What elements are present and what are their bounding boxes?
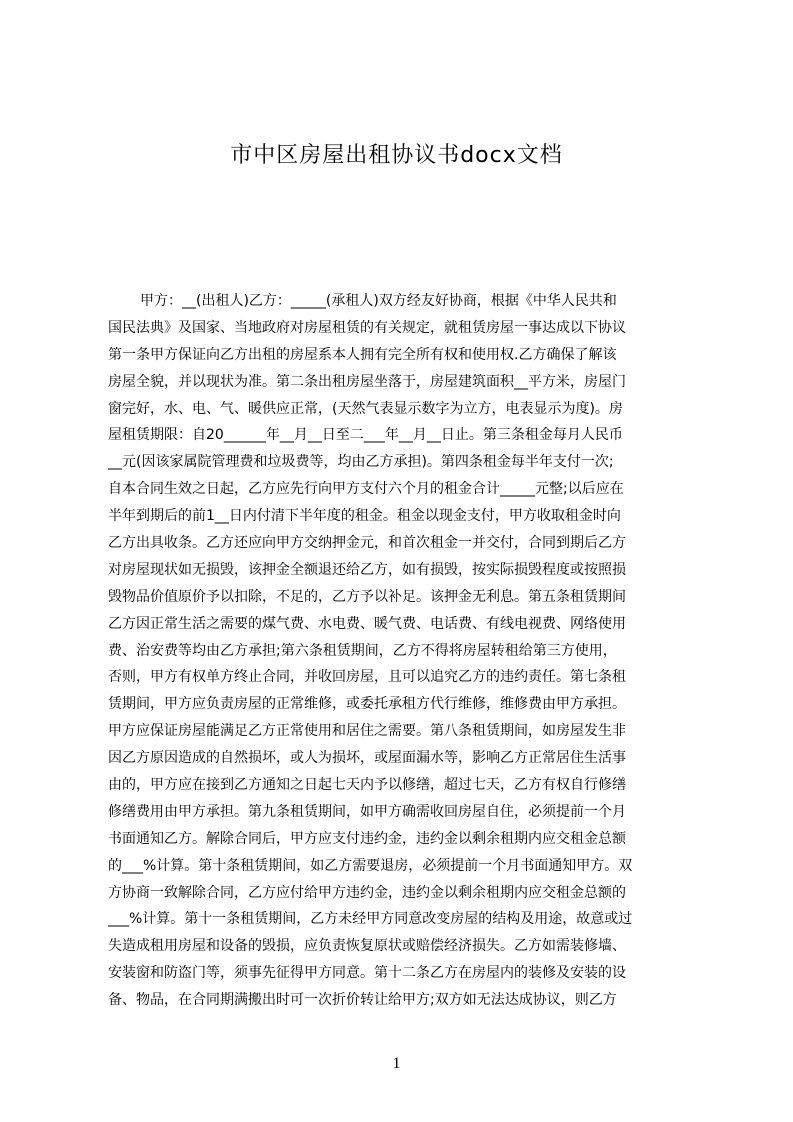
body-text-line: 赁期间，甲方应负责房屋的正常维修，或委托承租方代行维修，维修费由甲方承担。 <box>108 696 626 713</box>
body-text-line: 因乙方原因造成的自然损坏，或人为损坏，或屋面漏水等，影响乙方正常居住生活事 <box>108 750 626 767</box>
body-text-line: 失造成租用房屋和设备的毁损，应负责恢复原状或赔偿经济损失。乙方如需装修墙、 <box>108 938 626 955</box>
body-text-line: 由的，甲方应在接到乙方通知之日起七天内予以修缮，超过七天，乙方有权自行修缮 <box>108 777 626 794</box>
body-text-line: 窗完好，水、电、气、暖供应正常，(天然气表显示数字为立方，电表显示为度)。房 <box>108 400 623 417</box>
body-text-line: 第一条甲方保证向乙方出租的房屋系本人拥有完全所有权和使用权.乙方确保了解该 <box>108 346 617 363</box>
body-text-line: 书面通知乙方。解除合同后，甲方应支付违约金，违约金以剩余租期内应交租金总额 <box>108 830 626 847</box>
body-text-line: 乙方因正常生活之需要的煤气费、水电费、暖气费、电话费、有线电视费、网络使用 <box>108 615 626 632</box>
body-text-line: 费、治安费等均由乙方承担;第六条租赁期间，乙方不得将房屋转租给第三方使用， <box>108 642 617 659</box>
body-text-line: 否则，甲方有权单方终止合同，并收回房屋，且可以追究乙方的违约责任。第七条租 <box>108 669 626 686</box>
body-text-line: 的___%计算。第十条租赁期间，如乙方需要退房，必须提前一个月书面通知甲方。双 <box>108 857 633 874</box>
body-text-line: 房屋全貌，并以现状为准。第二条出租房屋坐落于，房屋建筑面积__平方米，房屋门 <box>108 373 626 390</box>
body-text-line: 方协商一致解除合同，乙方应付给甲方违约金，违约金以剩余租期内应交租金总额的 <box>108 884 626 901</box>
body-text-line: __元(因该家属院管理费和垃圾费等，均由乙方承担)。第四条租金每半年支付一次; <box>108 454 614 471</box>
body-text-line: 国民法典》及国家、当地政府对房屋租赁的有关规定，就租赁房屋一事达成以下协议 <box>108 319 626 336</box>
document-body <box>108 288 700 1014</box>
body-text-line: ___%计算。第十一条租赁期间，乙方未经甲方同意改变房屋的结构及用途，故意或过 <box>108 911 633 928</box>
page-number: 1 <box>392 1055 401 1072</box>
body-text-line: 毁物品价值原价予以扣除，不足的，乙方予以补足。该押金无利息。第五条租赁期间 <box>108 588 626 605</box>
body-text-line: 对房屋现状如无损毁，该押金全额退还给乙方，如有损毁，按实际损毁程度或按照损 <box>108 561 626 578</box>
body-text-line: 甲方：__(出租人)乙方：_____(承租人)双方经友好协商，根据《中华人民共和 <box>140 293 617 309</box>
body-text-line: 自本合同生效之日起，乙方应先行向甲方支付六个月的租金合计_____元整;以后应在 <box>108 481 624 498</box>
body-text-line: 半年到期后的前1__日内付清下半年度的租金。租金以现金支付，甲方收取租金时向 <box>108 508 621 525</box>
body-text-line: 屋租赁期限：自20______年__月__日至二___年__月__日止。第三条租金每月人民币 <box>108 427 623 444</box>
body-text-line: 甲方应保证房屋能满足乙方正常使用和居住之需要。第八条租赁期间，如房屋发生非 <box>108 723 626 740</box>
body-text-line: 修缮费用由甲方承担。第九条租赁期间，如甲方确需收回房屋自住，必须提前一个月 <box>108 803 626 820</box>
body-text-line: 备、物品，在合同期满搬出时可一次折价转让给甲方;双方如无法达成协议，则乙方 <box>108 992 617 1009</box>
document-title: 市中区房屋出租协议书docx文档 <box>230 143 563 168</box>
body-text-line: 乙方出具收条。乙方还应向甲方交纳押金元，和首次租金一并交付，合同到期后乙方 <box>108 535 626 552</box>
body-text-line: 安装窗和防盗门等，须事先征得甲方同意。第十二条乙方在房屋内的装修及安装的设 <box>108 965 626 982</box>
